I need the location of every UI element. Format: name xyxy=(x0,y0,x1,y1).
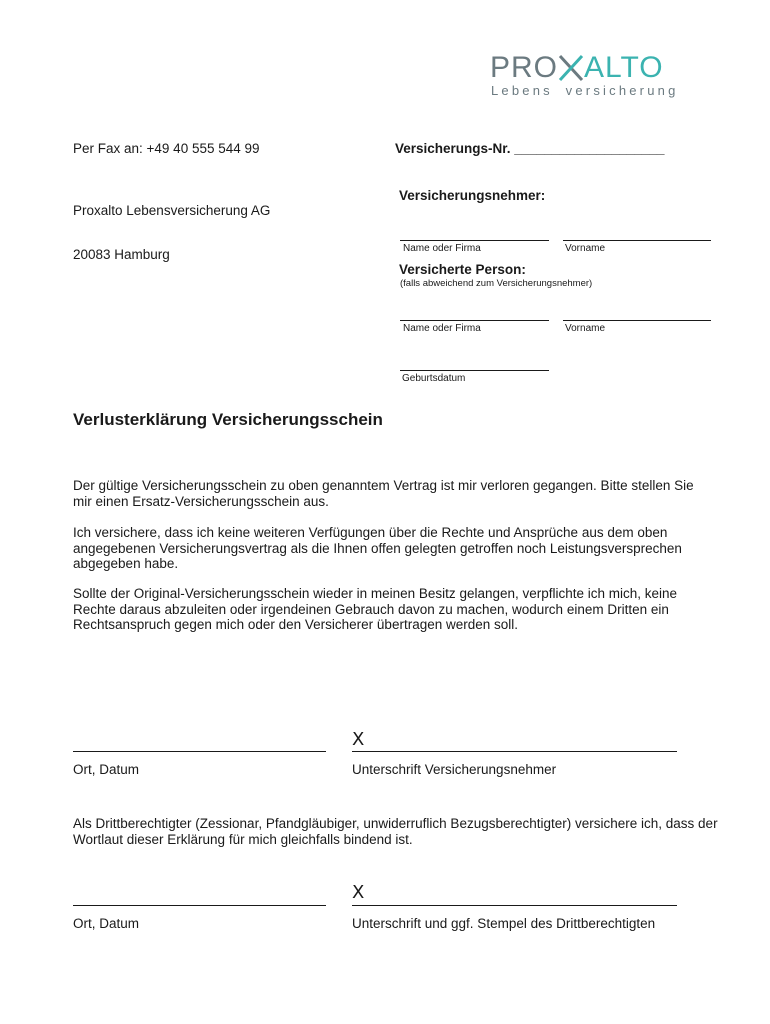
signature-label-1: Unterschrift Versicherungsnehmer xyxy=(352,762,557,777)
policyholder-firstname-label: Vorname xyxy=(565,243,606,254)
logo-part2: ALTO xyxy=(584,51,664,84)
company-city: 20083 Hamburg xyxy=(73,247,170,262)
signature-field-1[interactable] xyxy=(352,751,677,752)
company-logo xyxy=(490,53,679,98)
insured-person-label: Versicherte Person: xyxy=(399,262,526,277)
policy-number-label: Versicherungs-Nr. ____________________ xyxy=(395,141,665,156)
signature-label-2: Unterschrift und ggf. Stempel des Drittberechtigten xyxy=(352,916,656,931)
logo-part1: PRO xyxy=(490,51,559,84)
insured-name-field[interactable] xyxy=(400,320,549,321)
document-title: Verlusterklärung Versicherungsschein xyxy=(73,410,383,429)
place-date-label-1: Ort, Datum xyxy=(73,762,140,777)
insured-firstname-label: Vorname xyxy=(565,323,606,334)
company-name: Proxalto Lebensversicherung AG xyxy=(73,203,271,218)
logo-wordmark xyxy=(490,53,679,83)
paragraph-third-party: Als Drittberechtigter (Zessionar, Pfandgläubiger, unwiderruflich Bezugsberechtigter) versichere ich, dass der Wortlaut dieser Erklärung für mich gleichfalls bindend ist. xyxy=(73,816,718,847)
place-date-field-1[interactable] xyxy=(73,751,326,752)
signature-field-2[interactable] xyxy=(352,905,677,906)
paragraph-obligation: Sollte der Original-Versicherungsschein wieder in meinen Besitz gelangen, verpflichte ich mich, keine Rechte daraus abzuleiten oder irgendeinen Gebrauch davon zu machen, wodurch einem Dritten ein Rechtsanspruch gegen mich oder den Versicherer übertragen werden soll. xyxy=(73,586,678,632)
paragraph-loss-statement: Der gültige Versicherungsschein zu oben genanntem Vertrag ist mir verloren gegangen. Bitte stellen Sie mir einen Ersatz-Versicherungsschein aus. xyxy=(73,478,694,509)
fax-number: Per Fax an: +49 40 555 544 99 xyxy=(73,141,260,156)
insured-name-label: Name oder Firma xyxy=(403,323,481,334)
insured-firstname-field[interactable] xyxy=(563,320,711,321)
logo-sub-left: Lebens xyxy=(491,83,553,98)
logo-sub-right: versicherung xyxy=(565,83,679,98)
policyholder-name-field[interactable] xyxy=(400,240,549,241)
policyholder-name-label: Name oder Firma xyxy=(403,243,481,254)
logo-subtitle xyxy=(491,84,679,98)
signature-mark-1: X xyxy=(352,729,365,750)
policyholder-firstname-field[interactable] xyxy=(563,240,711,241)
signature-mark-2: X xyxy=(352,882,365,903)
paragraph-assurance: Ich versichere, dass ich keine weiteren Verfügungen über die Rechte und Ansprüche aus dem oben angegebenen Versicherungsvertrag als die Ihnen offen gelegten getroffen noch Leistungsversprechen abgegeben habe. xyxy=(73,525,682,571)
insured-person-note: (falls abweichend zum Versicherungsnehmer) xyxy=(400,278,593,289)
place-date-field-2[interactable] xyxy=(73,905,326,906)
logo-x-mark xyxy=(558,53,584,83)
place-date-label-2: Ort, Datum xyxy=(73,916,140,931)
birthdate-label: Geburtsdatum xyxy=(402,373,466,384)
policyholder-label: Versicherungsnehmer: xyxy=(399,188,546,203)
birthdate-field[interactable] xyxy=(400,370,549,371)
logo-x-icon xyxy=(558,53,584,83)
